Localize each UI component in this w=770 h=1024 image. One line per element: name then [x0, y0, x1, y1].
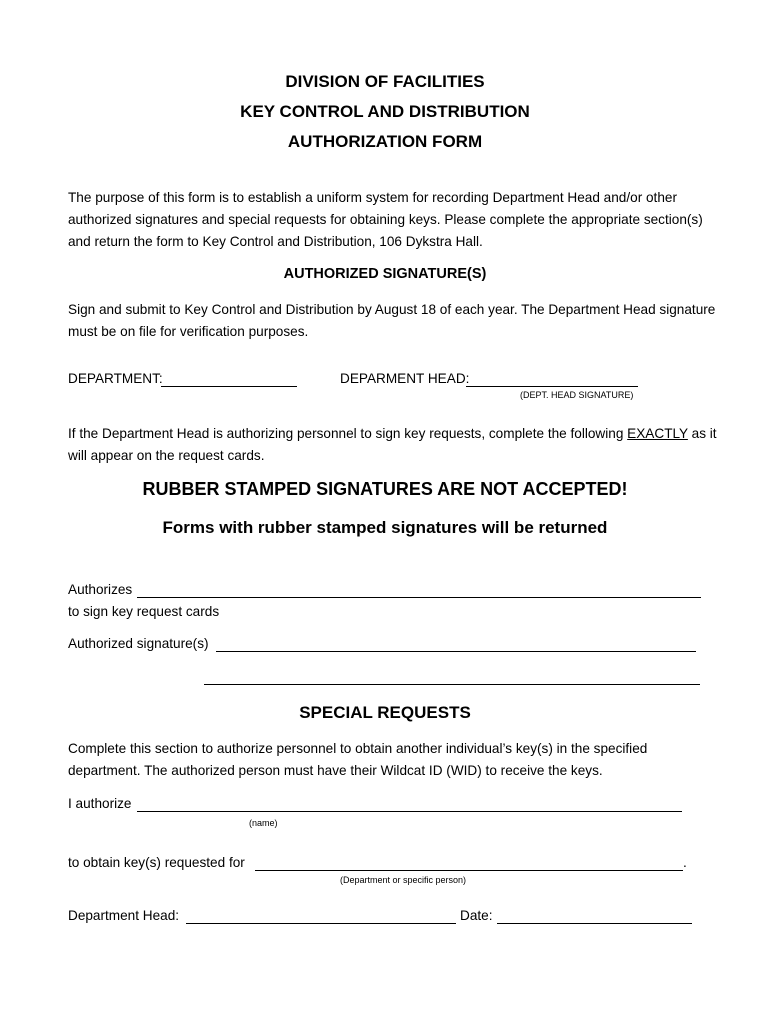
obtain-keys-for-field[interactable]: [255, 870, 683, 871]
authorizes-label: Authorizes: [68, 582, 133, 597]
form-title-line-3: AUTHORIZATION FORM: [287, 132, 483, 151]
exactly-note-before: If the Department Head is authorizing personnel to sign key requests, complete the following: [68, 426, 628, 441]
exactly-note: [68, 423, 718, 467]
department-field[interactable]: [161, 386, 297, 387]
exactly-note-after: as it will appear on the request cards.: [68, 426, 717, 463]
dept-head-signature-caption: (DEPT. HEAD SIGNATURE): [520, 390, 634, 400]
department-label: DEPARTMENT:: [68, 371, 163, 386]
rubber-stamp-warning: RUBBER STAMPED SIGNATURES ARE NOT ACCEPTED!: [142, 479, 628, 499]
i-authorize-label: I authorize: [68, 796, 132, 811]
authorized-signature-field-1[interactable]: [216, 651, 696, 652]
special-dept-head-field[interactable]: [186, 923, 456, 924]
i-authorize-name-field[interactable]: [137, 811, 682, 812]
dept-head-signature-field[interactable]: [466, 386, 638, 387]
department-or-person-caption: (Department or specific person): [340, 875, 467, 885]
rubber-stamp-warning-sub: Forms with rubber stamped signatures will be returned: [162, 518, 608, 537]
dept-head-label: DEPARMENT HEAD:: [340, 371, 470, 386]
form-title-line-2: KEY CONTROL AND DISTRIBUTION: [240, 102, 530, 121]
form-title-line-1: DIVISION OF FACILITIES: [285, 72, 485, 91]
intro-paragraph: The purpose of this form is to establish a uniform system for recording Department Head and/or other authorized signatures and special requests for obtaining keys. Please complete the appropriate section(s) and return the form to Key Control and Distribution, 106 Dykstra Hall.: [68, 190, 703, 249]
name-caption: (name): [249, 818, 278, 828]
authorized-signature-field-2[interactable]: [204, 684, 700, 685]
authorizes-sublabel: to sign key request cards: [68, 604, 220, 619]
obtain-keys-period: .: [683, 855, 687, 870]
authorized-signatures-label: Authorized signature(s): [68, 636, 209, 651]
exactly-emphasis: EXACTLY: [627, 426, 688, 441]
obtain-keys-label: to obtain key(s) requested for: [68, 855, 245, 870]
authorizes-field[interactable]: [137, 597, 701, 598]
date-field[interactable]: [497, 923, 692, 924]
special-dept-head-label: Department Head:: [68, 908, 180, 923]
date-label: Date:: [460, 908, 493, 923]
authorized-instructions: Sign and submit to Key Control and Distribution by August 18 of each year. The Department Head signature must be on file for verification purposes.: [68, 302, 716, 339]
special-requests-instructions: Complete this section to authorize personnel to obtain another individual’s key(s) in the specified department. The authorized person must have their Wildcat ID (WID) to receive the keys.: [68, 741, 648, 778]
special-requests-heading: SPECIAL REQUESTS: [299, 703, 471, 722]
authorized-signatures-heading: AUTHORIZED SIGNATURE(S): [283, 266, 487, 282]
